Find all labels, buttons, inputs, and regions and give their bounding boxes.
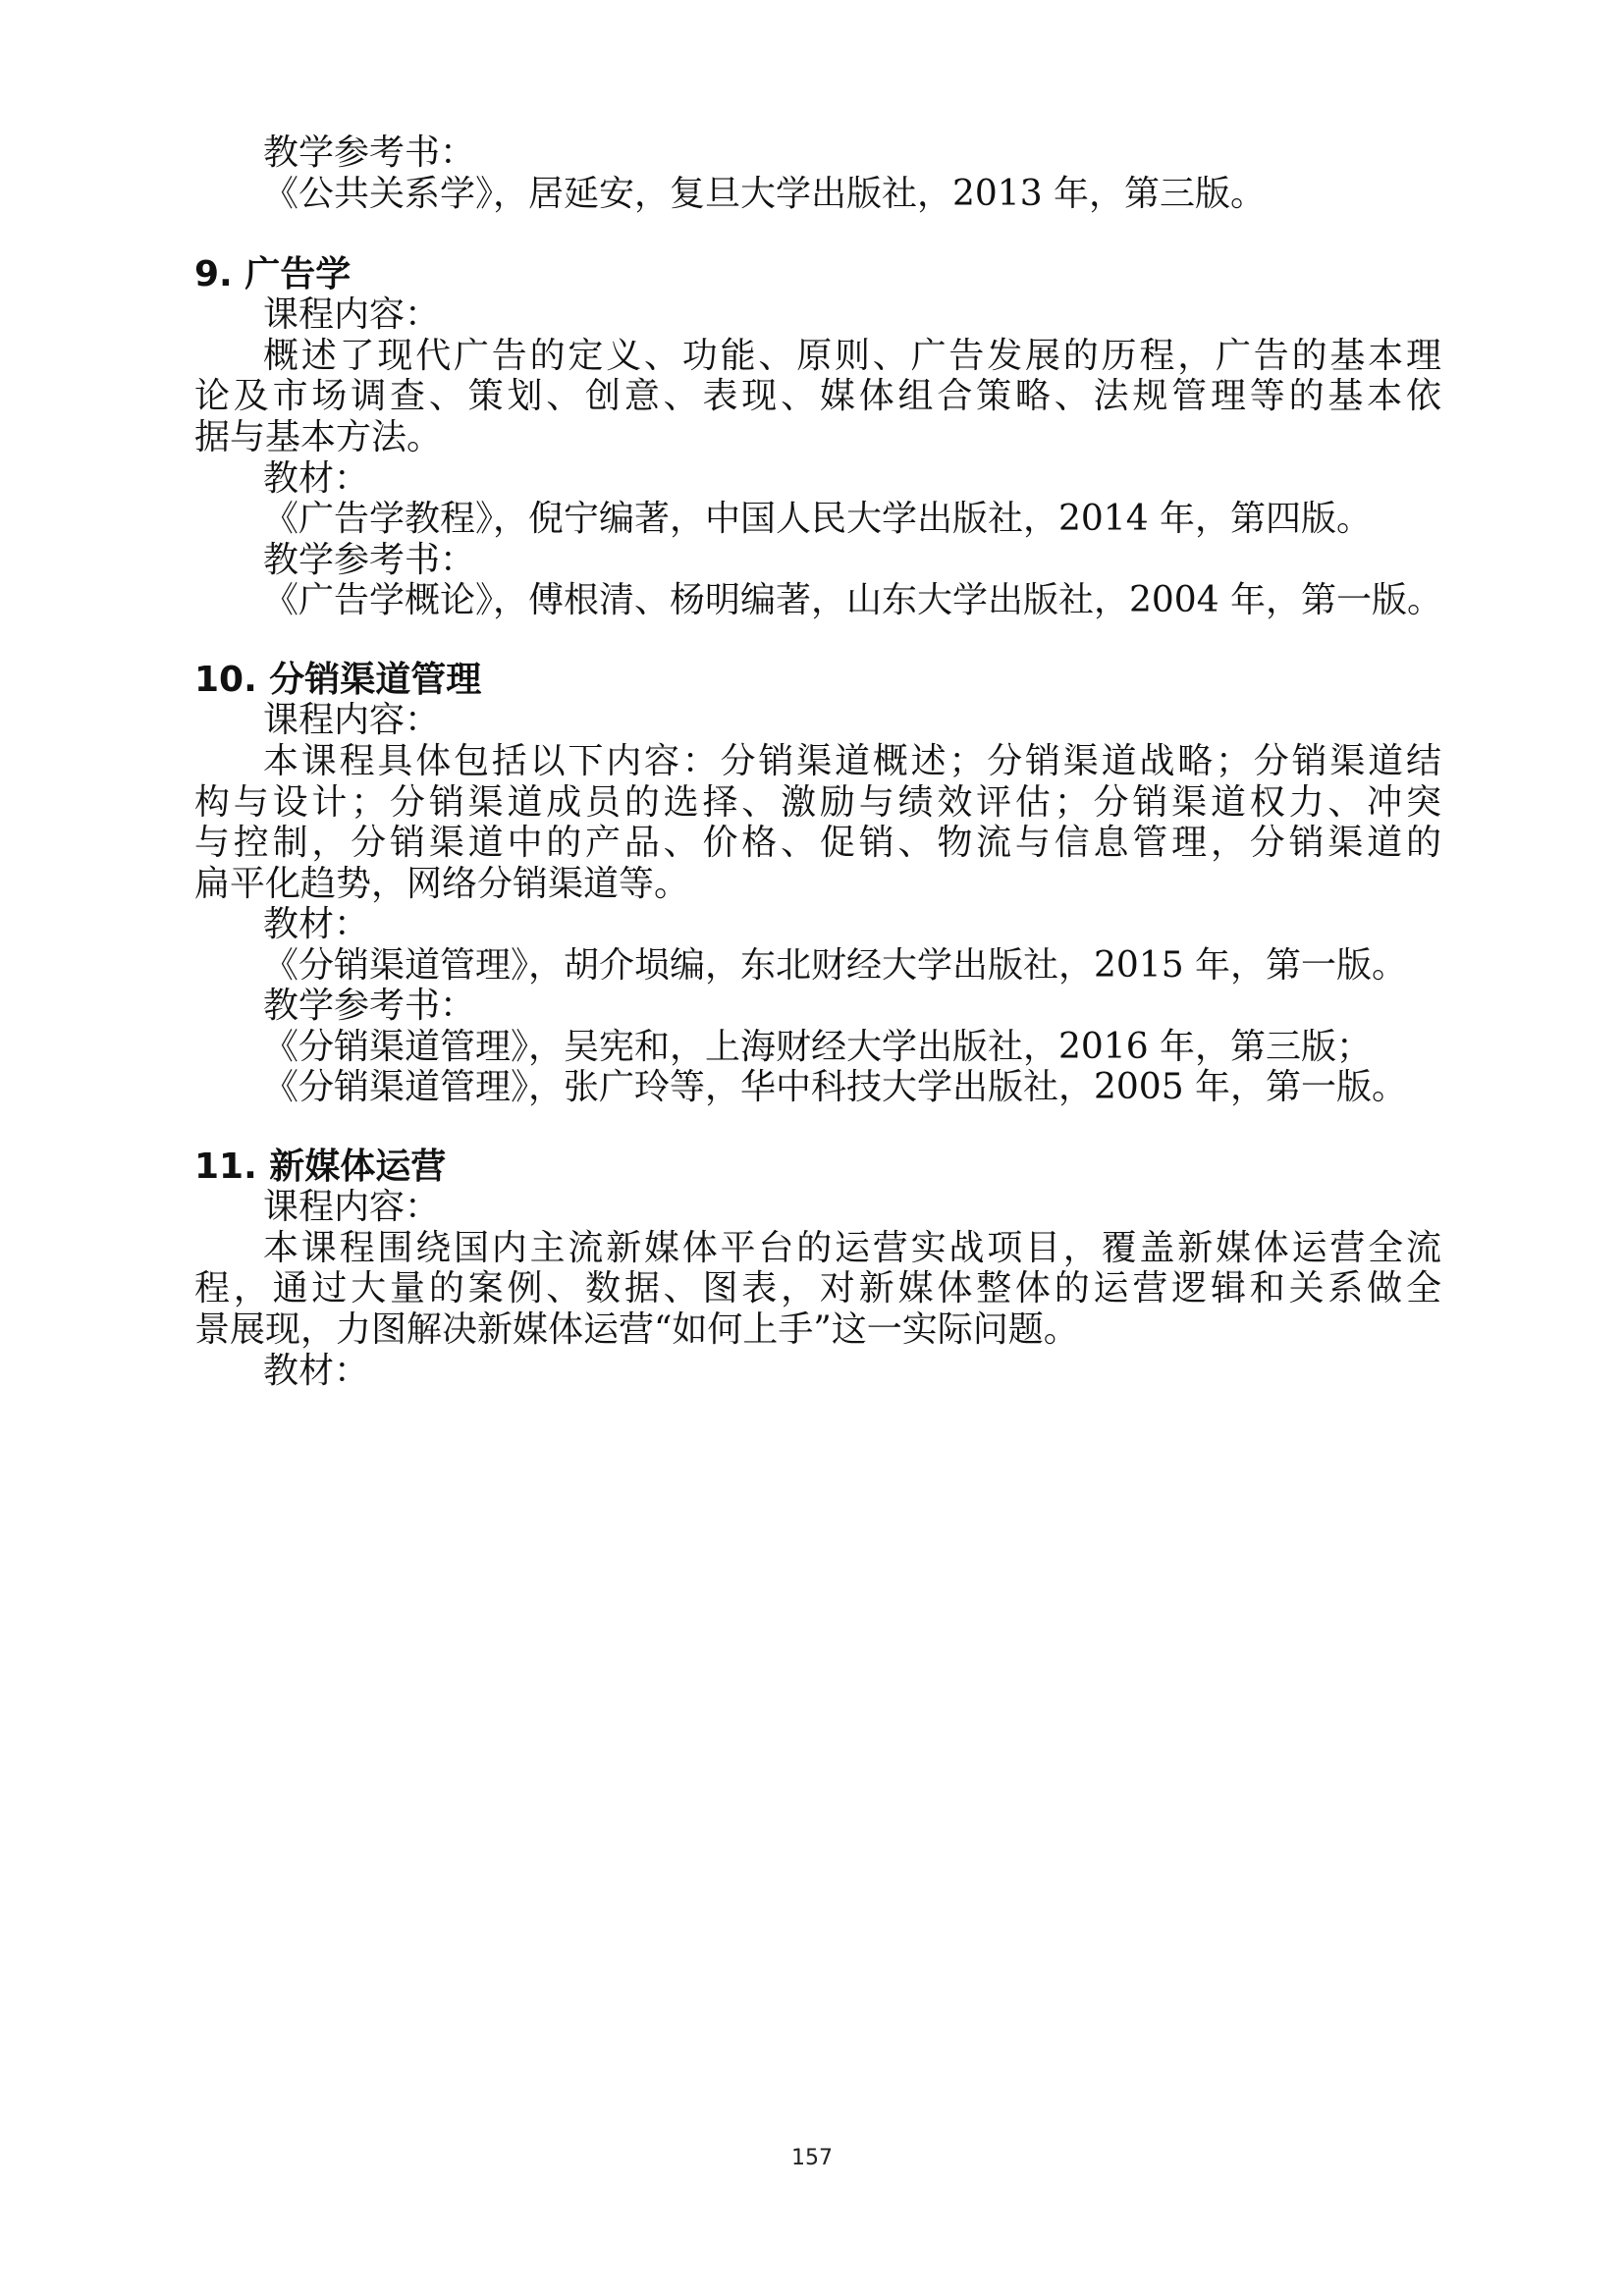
ref-entry: 《广告学概论》，傅根清、杨明编著，山东大学出版社，2004 年，第一版。 (263, 580, 1443, 620)
textbook-label: 教材： (263, 1351, 370, 1391)
section-heading: 10. 分销渠道管理 (194, 660, 482, 700)
paragraph-line: 与控制，分销渠道中的产品、价格、促销、物流与信息管理，分销渠道的 (194, 823, 1441, 863)
textbook-entry: 《广告学教程》，倪宁编著，中国人民大学出版社，2014 年，第四版。 (263, 499, 1373, 539)
paragraph-line: 论及市场调查、策划、创意、表现、媒体组合策略、法规管理等的基本依 (194, 376, 1441, 416)
section-heading: 11. 新媒体运营 (194, 1147, 447, 1187)
section-heading: 9. 广告学 (194, 254, 352, 294)
ref-label: 教学参考书： (263, 540, 476, 580)
paragraph-line: 程，通过大量的案例、数据、图表，对新媒体整体的运营逻辑和关系做全 (194, 1268, 1441, 1308)
paragraph-line: 据与基本方法。 (194, 417, 443, 457)
paragraph-line: 构与设计；分销渠道成员的选择、激励与绩效评估；分销渠道权力、冲突 (194, 782, 1441, 823)
textbook-label: 教材： (263, 904, 370, 944)
paragraph-line: 扁平化趋势，网络分销渠道等。 (194, 864, 690, 904)
ref-label: 教学参考书： (263, 986, 476, 1026)
paragraph-line: 本课程具体包括以下内容：分销渠道概述；分销渠道战略；分销渠道结 (263, 741, 1441, 781)
content-label: 课程内容： (263, 294, 441, 335)
paragraph-line: 概述了现代广告的定义、功能、原则、广告发展的历程，广告的基本理 (263, 336, 1441, 376)
ref-entry: 《分销渠道管理》，吴宪和，上海财经大学出版社，2016 年，第三版； (263, 1027, 1373, 1067)
page-number: 157 (791, 2146, 833, 2170)
ref-entry: 《公共关系学》，居延安，复旦大学出版社，2013 年，第三版。 (263, 174, 1267, 214)
content-label: 课程内容： (263, 1187, 441, 1227)
paragraph-line: 景展现，力图解决新媒体运营“如何上手”这一实际问题。 (194, 1309, 1079, 1350)
content-label: 课程内容： (263, 700, 441, 740)
ref-entry: 《分销渠道管理》，张广玲等，华中科技大学出版社，2005 年，第一版。 (263, 1067, 1408, 1107)
paragraph-line: 本课程围绕国内主流新媒体平台的运营实战项目，覆盖新媒体运营全流 (263, 1228, 1441, 1268)
textbook-label: 教材： (263, 458, 370, 499)
ref-label: 教学参考书： (263, 133, 476, 173)
textbook-entry: 《分销渠道管理》，胡介埙编，东北财经大学出版社，2015 年，第一版。 (263, 945, 1408, 986)
